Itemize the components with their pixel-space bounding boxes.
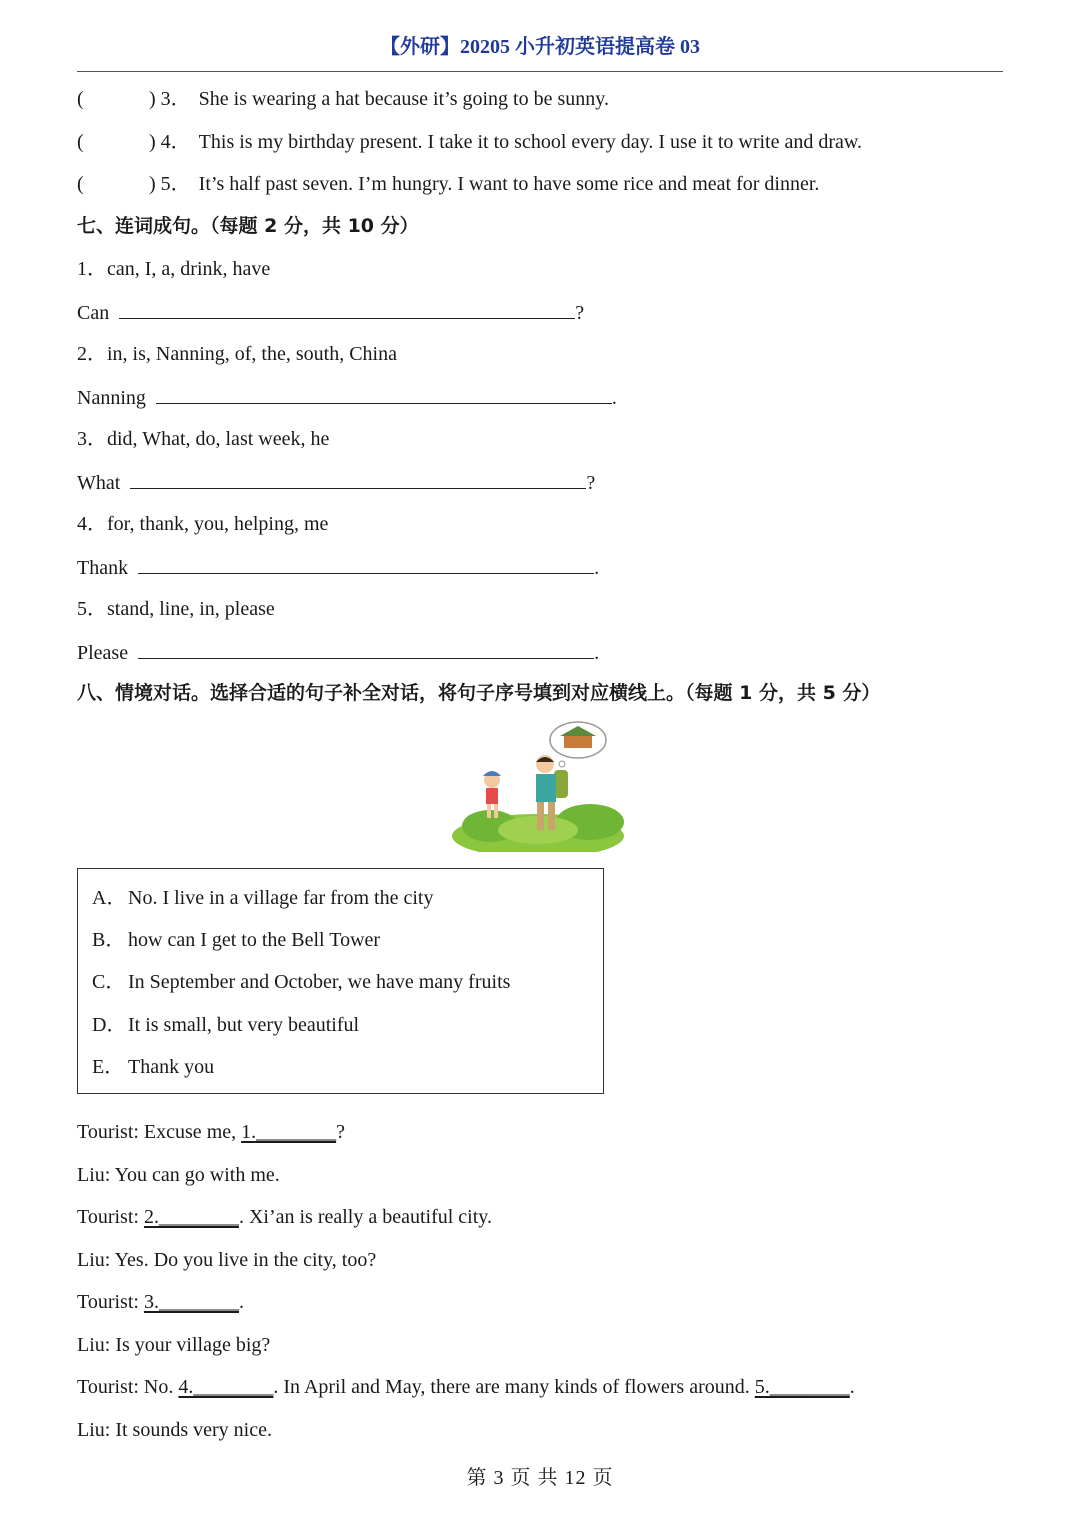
dialogue-line-1	[77, 1119, 345, 1145]
option-text: Thank you	[128, 1056, 215, 1078]
s7-prompt-3: 3．did, What, do, last week, he	[77, 428, 330, 450]
dialogue-line-2: Liu: You can go with me.	[77, 1164, 280, 1186]
s7-answer-5	[77, 638, 599, 666]
section-7-title: 七、连词成句。（每题 2 分，共 10 分）	[77, 215, 419, 237]
judge-item-4	[77, 129, 862, 155]
answer-paren-open[interactable]: (	[77, 88, 84, 110]
answer-paren-open[interactable]: (	[77, 173, 84, 195]
s7-prompt-4: 4．for, thank, you, helping, me	[77, 513, 329, 535]
dialogue-line-6: Liu: Is your village big?	[77, 1334, 271, 1356]
question-number: 4．	[160, 131, 191, 153]
judge-item-3	[77, 86, 609, 112]
s7-answer-1	[77, 298, 584, 326]
option-c	[92, 969, 510, 995]
answer-paren-close: )	[149, 88, 156, 110]
dialogue-text: .	[849, 1376, 855, 1398]
dialogue-line-4: Liu: Yes. Do you live in the city, too?	[77, 1249, 377, 1271]
answer-paren-open[interactable]: (	[77, 131, 84, 153]
option-e	[92, 1054, 214, 1080]
answer-start-word: Thank	[77, 557, 129, 579]
options-box	[77, 868, 604, 1094]
option-letter: B．	[92, 929, 126, 951]
answer-start-word: Please	[77, 642, 129, 664]
tourist-and-boy-illustration	[450, 718, 626, 852]
answer-start-word: Can	[77, 302, 110, 324]
option-letter: A．	[92, 887, 127, 909]
dialogue-line-7	[77, 1374, 855, 1400]
dialogue-text: ?	[336, 1121, 346, 1143]
answer-end-punct: .	[594, 557, 600, 579]
s7-answer-4	[77, 553, 599, 581]
answer-end-punct: ?	[575, 302, 585, 324]
dialogue-text: . In April and May, there are many kinds of flowers around.	[273, 1376, 755, 1398]
answer-paren-close: )	[149, 173, 156, 195]
answer-blank[interactable]	[130, 468, 586, 489]
option-d	[92, 1012, 359, 1038]
answer-end-punct: .	[611, 387, 617, 409]
s7-prompt-1: 1．can, I, a, drink, have	[77, 258, 271, 280]
answer-blank[interactable]	[119, 298, 575, 319]
option-text: It is small, but very beautiful	[128, 1014, 360, 1036]
s7-prompt-2: 2．in, is, Nanning, of, the, south, China	[77, 343, 397, 365]
answer-start-word: What	[77, 472, 121, 494]
dialogue-text: . Xi’an is really a beautiful city.	[238, 1206, 492, 1228]
dialogue-text: Tourist:	[77, 1291, 144, 1313]
option-text: In September and October, we have many fruits	[128, 971, 511, 993]
question-number: 5．	[160, 173, 191, 195]
dialogue-line-5	[77, 1289, 244, 1315]
dialogue-blank-3[interactable]: 3.________	[143, 1291, 239, 1313]
page-header-title: 【外研】20205 小升初英语提高卷 03	[380, 36, 700, 58]
header-divider	[77, 71, 1003, 72]
dialogue-line-3	[77, 1204, 492, 1230]
answer-paren-close: )	[149, 131, 156, 153]
option-text: how can I get to the Bell Tower	[128, 929, 381, 951]
dialogue-blank-2[interactable]: 2.________	[143, 1206, 239, 1228]
option-letter: E．	[92, 1056, 125, 1078]
answer-end-punct: ?	[586, 472, 596, 494]
s7-prompt-5: 5．stand, line, in, please	[77, 598, 275, 620]
answer-blank[interactable]	[156, 383, 612, 404]
answer-blank[interactable]	[138, 553, 594, 574]
answer-blank[interactable]	[138, 638, 594, 659]
section-8-title: 八、情境对话。选择合适的句子补全对话，将句子序号填到对应横线上。（每题 1 分，共 5 分）	[77, 682, 881, 704]
answer-start-word: Nanning	[77, 387, 146, 409]
option-b	[92, 927, 380, 953]
question-number: 3．	[160, 88, 191, 110]
option-a	[92, 885, 433, 911]
s7-answer-3	[77, 468, 595, 496]
question-text: This is my birthday present. I take it to school every day. I use it to write and draw.	[198, 131, 863, 153]
option-text: No. I live in a village far from the city	[128, 887, 434, 909]
s7-answer-2	[77, 383, 617, 411]
answer-end-punct: .	[594, 642, 600, 664]
dialogue-text: Tourist: No.	[77, 1376, 179, 1398]
option-letter: D．	[92, 1014, 127, 1036]
page-footer: 第 3 页 共 12 页	[466, 1467, 614, 1489]
dialogue-text: Tourist:	[77, 1206, 144, 1228]
dialogue-line-8: Liu: It sounds very nice.	[77, 1419, 272, 1441]
dialogue-blank-4[interactable]: 4.________	[178, 1376, 274, 1398]
dialogue-blank-1[interactable]: 1.________	[241, 1121, 337, 1143]
judge-item-5	[77, 171, 819, 197]
question-text: She is wearing a hat because it’s going to be sunny.	[198, 88, 609, 110]
dialogue-text: Tourist: Excuse me,	[77, 1121, 242, 1143]
option-letter: C．	[92, 971, 126, 993]
question-text: It’s half past seven. I’m hungry. I want to have some rice and meat for dinner.	[198, 173, 820, 195]
dialogue-blank-5[interactable]: 5.________	[754, 1376, 850, 1398]
dialogue-text: .	[238, 1291, 244, 1313]
